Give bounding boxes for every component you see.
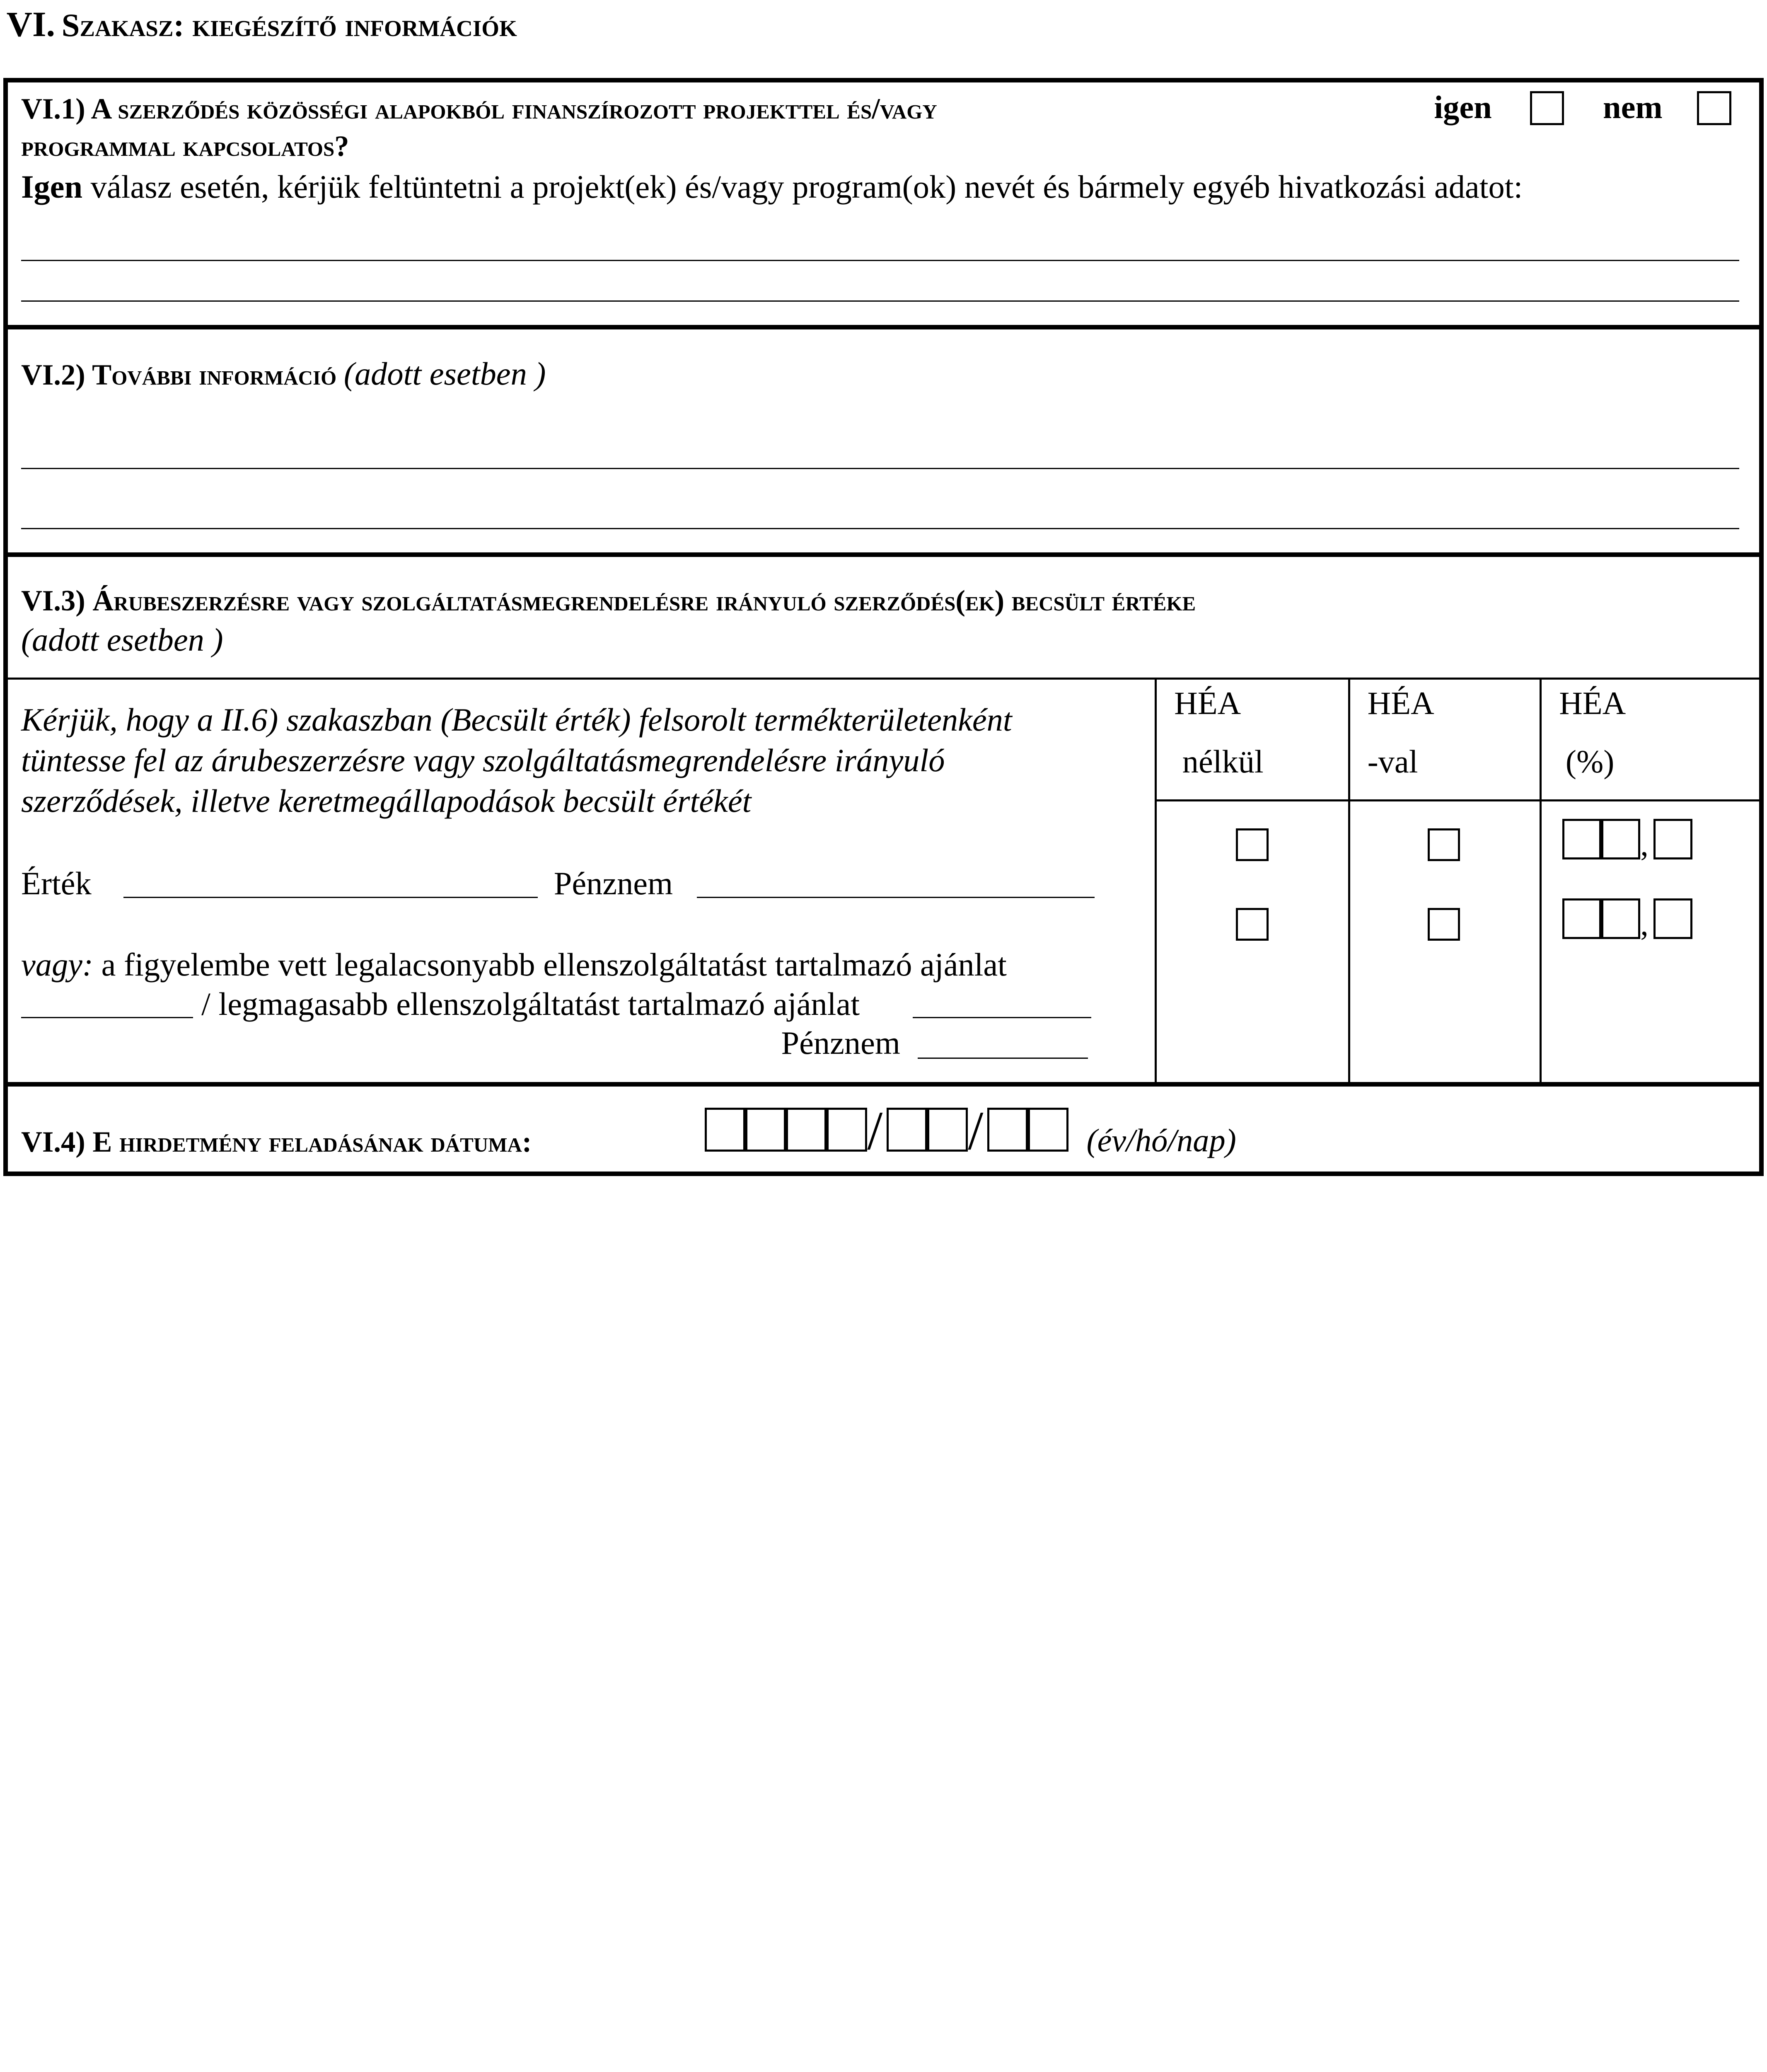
vi3-note: (adott esetben ) xyxy=(21,622,223,658)
separator-vi3 xyxy=(3,552,1764,557)
vi4-date-slash-1: / xyxy=(867,1099,883,1161)
vi4-date-format: (év/hó/nap) xyxy=(1086,1122,1236,1158)
vi3-vat-pct-digit-2-1[interactable] xyxy=(1562,898,1601,939)
vi3-currency-label-2: Pénznem xyxy=(781,1024,900,1061)
vi3-vat-pct-digit-1-3[interactable] xyxy=(1653,819,1692,859)
vi1-no-label: nem xyxy=(1603,89,1663,125)
vi3-value-label: Érték xyxy=(21,865,92,902)
vi4-day-digit-2[interactable] xyxy=(1028,1108,1068,1152)
vi3-desc-line-1: Kérjük, hogy a II.6) szakaszban (Becsült érték) felsorolt termékterületenként xyxy=(21,701,1012,738)
vi3-col3-top: HÉA xyxy=(1559,685,1626,721)
vi4-year-digit-3[interactable] xyxy=(786,1108,827,1152)
vi3-title xyxy=(21,583,1196,619)
vi1-instruction xyxy=(21,167,1523,206)
vi3-without-vat-checkbox-1[interactable] xyxy=(1236,828,1268,861)
vi3-without-vat-checkbox-2[interactable] xyxy=(1236,908,1268,940)
vi1-instruction-text: válasz esetén, kérjük feltüntetni a projekt(ek) és/vagy program(ok) nevét és bármely egyéb hivatkozási adatot: xyxy=(90,168,1523,205)
vi3-with-vat-checkbox-2[interactable] xyxy=(1428,908,1460,940)
vi3-col2-top: HÉA xyxy=(1367,685,1434,721)
vi3-lowest-offer: a figyelembe vett legalacsonyabb ellenszolgáltatást tartalmazó ajánlat xyxy=(101,946,1007,983)
vi3-desc-line-3: szerződések, illetve keretmegállapodások becsült értékét xyxy=(21,782,752,819)
vi3-vat-pct-comma-2: , xyxy=(1640,906,1649,942)
vi3-currency-input-line-2[interactable] xyxy=(918,1058,1088,1059)
vi4-title xyxy=(21,1124,532,1160)
vi2-number: VI.2) T xyxy=(21,358,112,391)
vi1-instruction-bold: Igen xyxy=(21,168,83,205)
vi3-vat-pct-digit-1-1[interactable] xyxy=(1562,819,1601,859)
vi3-vat-pct-digit-2-2[interactable] xyxy=(1601,898,1640,939)
vi1-title-line1: szerződés közösségi alapokból finanszírozott projekttel és/vagy xyxy=(118,92,937,125)
section-title: Szakasz: kiegészítő információk xyxy=(61,7,517,43)
vi3-vat-pct-digit-1-2[interactable] xyxy=(1601,819,1640,859)
vi3-number: VI.3) Á xyxy=(21,585,114,617)
vi1-title xyxy=(21,91,937,127)
vi4-year-digit-4[interactable] xyxy=(827,1108,867,1152)
vi2-title xyxy=(21,354,546,393)
separator-vi3-table xyxy=(3,678,1764,680)
vi3-col1-bottom: nélkül xyxy=(1182,743,1264,780)
vi3-desc-line-2: tüntesse fel az árubeszerzésre vagy szolgáltatásmegrendelésre irányuló xyxy=(21,742,945,778)
vi3-header-line xyxy=(1155,799,1762,801)
vi4-year-digit-2[interactable] xyxy=(745,1108,786,1152)
vi1-answer-line-2[interactable] xyxy=(21,300,1739,302)
vi4-title-text: hirdetmény feladásának dátuma: xyxy=(119,1126,532,1158)
vi1-title-line2: programmal kapcsolatos? xyxy=(21,130,349,162)
vi3-lowest-input-line[interactable] xyxy=(21,1017,193,1018)
vi4-day-digit-1[interactable] xyxy=(987,1108,1028,1152)
vi2-note: (adott esetben ) xyxy=(343,355,546,392)
section-heading xyxy=(7,3,517,46)
vi4-month-digit-2[interactable] xyxy=(927,1108,968,1152)
vi1-yes-checkbox[interactable] xyxy=(1530,91,1564,125)
separator-vi4 xyxy=(3,1082,1764,1087)
vi3-col-line-2 xyxy=(1348,678,1350,1084)
vi3-value-input-line[interactable] xyxy=(123,897,538,898)
vi3-col1-top: HÉA xyxy=(1174,685,1241,721)
section-number: VI. xyxy=(6,4,56,44)
vi1-number: VI.1) A xyxy=(21,92,111,125)
vi3-col-line-1 xyxy=(1155,678,1157,1084)
vi3-title-text: rubeszerzésre vagy szolgáltatásmegrendelésre irányuló szerződés(ek) becsült értéke xyxy=(114,585,1196,617)
vi3-highest-input-line[interactable] xyxy=(913,1017,1091,1018)
vi3-highest-offer: / legmagasabb ellenszolgáltatást tartalmazó ajánlat xyxy=(201,985,860,1022)
vi3-currency-input-line[interactable] xyxy=(697,897,1095,898)
vi3-currency-label: Pénznem xyxy=(554,865,673,902)
vi4-number: VI.4) E xyxy=(21,1126,112,1158)
vi3-col-line-3 xyxy=(1540,678,1542,1084)
vi4-month-digit-1[interactable] xyxy=(887,1108,927,1152)
vi3-with-vat-checkbox-1[interactable] xyxy=(1428,828,1460,861)
vi2-title-text: ovábbi információ xyxy=(111,358,337,391)
vi3-col3-bottom: (%) xyxy=(1565,743,1615,780)
vi3-col2-bottom: -val xyxy=(1367,743,1418,780)
vi3-or-label: vagy: xyxy=(21,946,94,983)
vi2-answer-line-1[interactable] xyxy=(21,468,1739,469)
separator-vi2 xyxy=(3,325,1764,329)
vi1-answer-line-1[interactable] xyxy=(21,260,1739,261)
vi3-vat-pct-digit-2-3[interactable] xyxy=(1653,898,1692,939)
vi1-yes-label: igen xyxy=(1434,89,1492,125)
vi2-answer-line-2[interactable] xyxy=(21,528,1739,529)
vi3-vat-pct-comma-1: , xyxy=(1640,826,1649,863)
vi4-year-digit-1[interactable] xyxy=(705,1108,745,1152)
vi4-date-slash-2: / xyxy=(968,1099,984,1161)
vi3-or-line xyxy=(21,945,1007,984)
vi1-no-checkbox[interactable] xyxy=(1697,91,1731,125)
